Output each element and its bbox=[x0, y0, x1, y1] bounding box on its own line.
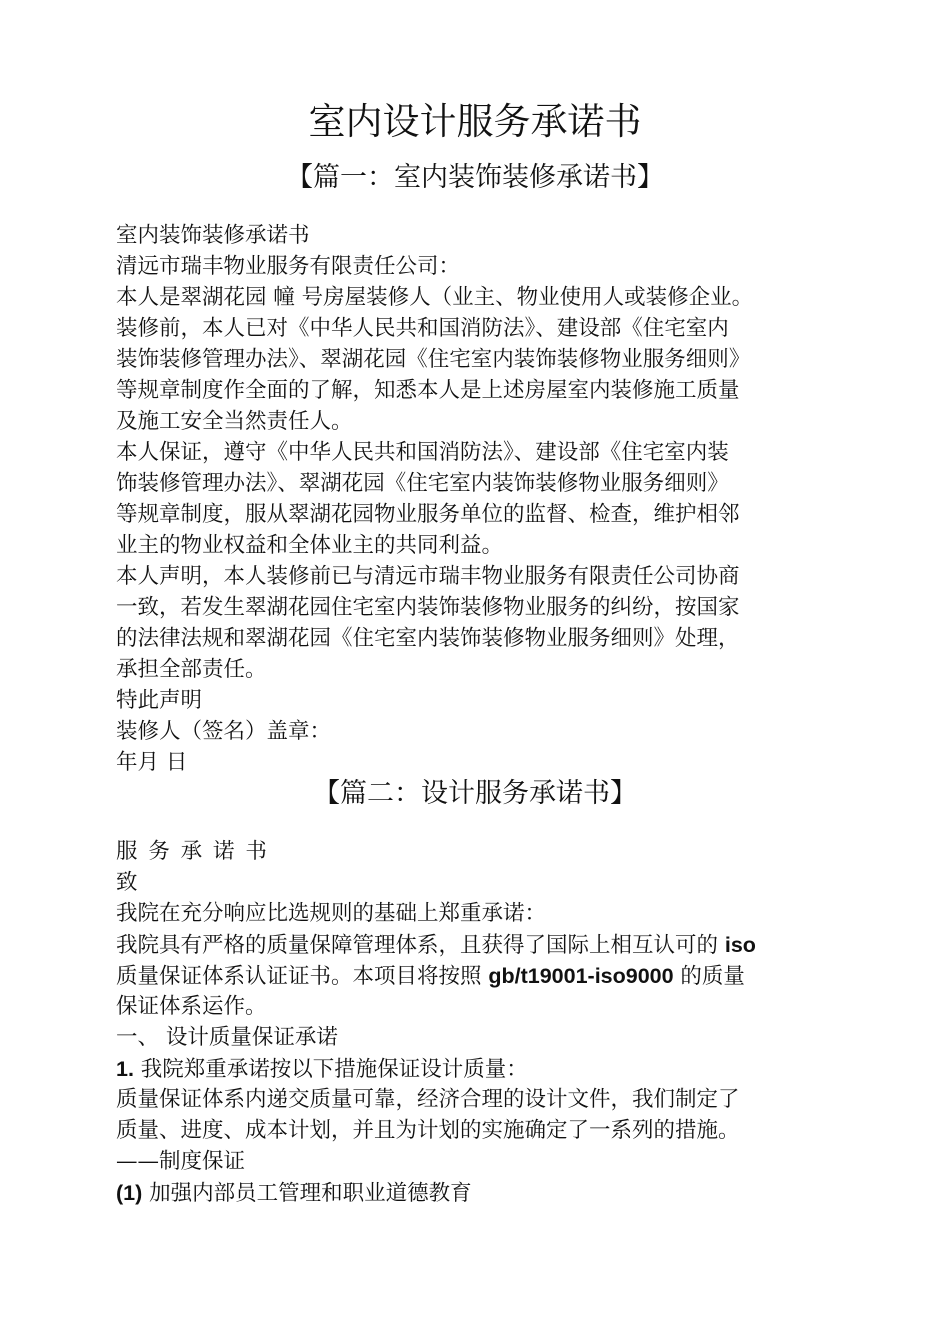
line-text: 的质量 bbox=[673, 964, 745, 989]
document-title: 室内设计服务承诺书 bbox=[308, 100, 642, 143]
section-1-line: 清远市瑞丰物业服务有限责任公司： bbox=[116, 254, 461, 279]
section-1-line: 装修前，本人已对《中华人民共和国消防法》、建设部《住宅室内 bbox=[116, 316, 729, 341]
section-1-line: 承担全部责任。 bbox=[116, 657, 267, 682]
line-text: 我院具有严格的质量保障管理体系，且获得了国际上相互认可的 bbox=[116, 933, 725, 958]
section-2-line: 一、 设计质量保证承诺 bbox=[116, 1025, 338, 1050]
section-2-line: 服 务 承 诺 书 bbox=[116, 839, 269, 864]
section-1-line: 装饰装修管理办法》、翠湖花园《住宅室内装饰装修物业服务细则》 bbox=[116, 347, 751, 372]
section-1-line: 特此声明 bbox=[116, 688, 203, 713]
section-2-line: 质量、进度、成本计划，并且为计划的实施确定了一系列的措施。 bbox=[116, 1118, 740, 1143]
section-2-line: 致 bbox=[116, 870, 138, 895]
item-number: 1. bbox=[116, 1057, 134, 1081]
section-2-line: ——制度保证 bbox=[116, 1149, 246, 1174]
section-2-line bbox=[116, 1054, 856, 1085]
section-2-line: 保证体系运作。 bbox=[116, 994, 267, 1019]
standard-code: gb/t19001-iso9000 bbox=[488, 964, 674, 988]
section-1-line: 等规章制度作全面的了解，知悉本人是上述房屋室内装修施工质量 bbox=[116, 378, 740, 403]
section-1-line: 饰装修管理办法》、翠湖花园《住宅室内装饰装修物业服务细则》 bbox=[116, 471, 729, 496]
section-1-line: 业主的物业权益和全体业主的共同利益。 bbox=[116, 533, 504, 558]
iso-term: iso bbox=[724, 933, 756, 957]
line-text: 加强内部员工管理和职业道德教育 bbox=[142, 1181, 472, 1206]
section-2-heading: 【篇二：设计服务承诺书】 bbox=[313, 778, 637, 809]
section-1-line: 年月 日 bbox=[116, 750, 188, 775]
section-1-line: 的法律法规和翠湖花园《住宅室内装饰装修物业服务细则》处理， bbox=[116, 626, 740, 651]
section-1-line: 装修人（签名）盖章： bbox=[116, 719, 332, 744]
section-2-line bbox=[116, 1178, 856, 1209]
line-text: 我院郑重承诺按以下措施保证设计质量： bbox=[133, 1057, 528, 1082]
section-1-line: 室内装饰装修承诺书 bbox=[116, 223, 310, 248]
section-2-line bbox=[116, 930, 856, 961]
section-2-line: 质量保证体系内递交质量可靠，经济合理的设计文件，我们制定了 bbox=[116, 1087, 740, 1112]
line-text: 质量保证体系认证证书。本项目将按照 bbox=[116, 964, 489, 989]
section-1-line: 本人保证，遵守《中华人民共和国消防法》、建设部《住宅室内装 bbox=[116, 440, 729, 465]
section-1-heading: 【篇一：室内装饰装修承诺书】 bbox=[286, 162, 664, 193]
section-1-line: 一致，若发生翠湖花园住宅室内装饰装修物业服务的纠纷，按国家 bbox=[116, 595, 740, 620]
section-1-line: 本人声明，本人装修前已与清远市瑞丰物业服务有限责任公司协商 bbox=[116, 564, 740, 589]
section-2-line bbox=[116, 961, 856, 992]
section-1-line: 本人是翠湖花园 幢 号房屋装修人（业主、物业使用人或装修企业。 bbox=[116, 285, 754, 310]
section-2-line: 我院在充分响应比选规则的基础上郑重承诺： bbox=[116, 901, 547, 926]
item-number: (1) bbox=[116, 1181, 143, 1205]
section-1-line: 等规章制度，服从翠湖花园物业服务单位的监督、检查，维护相邻 bbox=[116, 502, 740, 527]
section-1-line: 及施工安全当然责任人。 bbox=[116, 409, 353, 434]
